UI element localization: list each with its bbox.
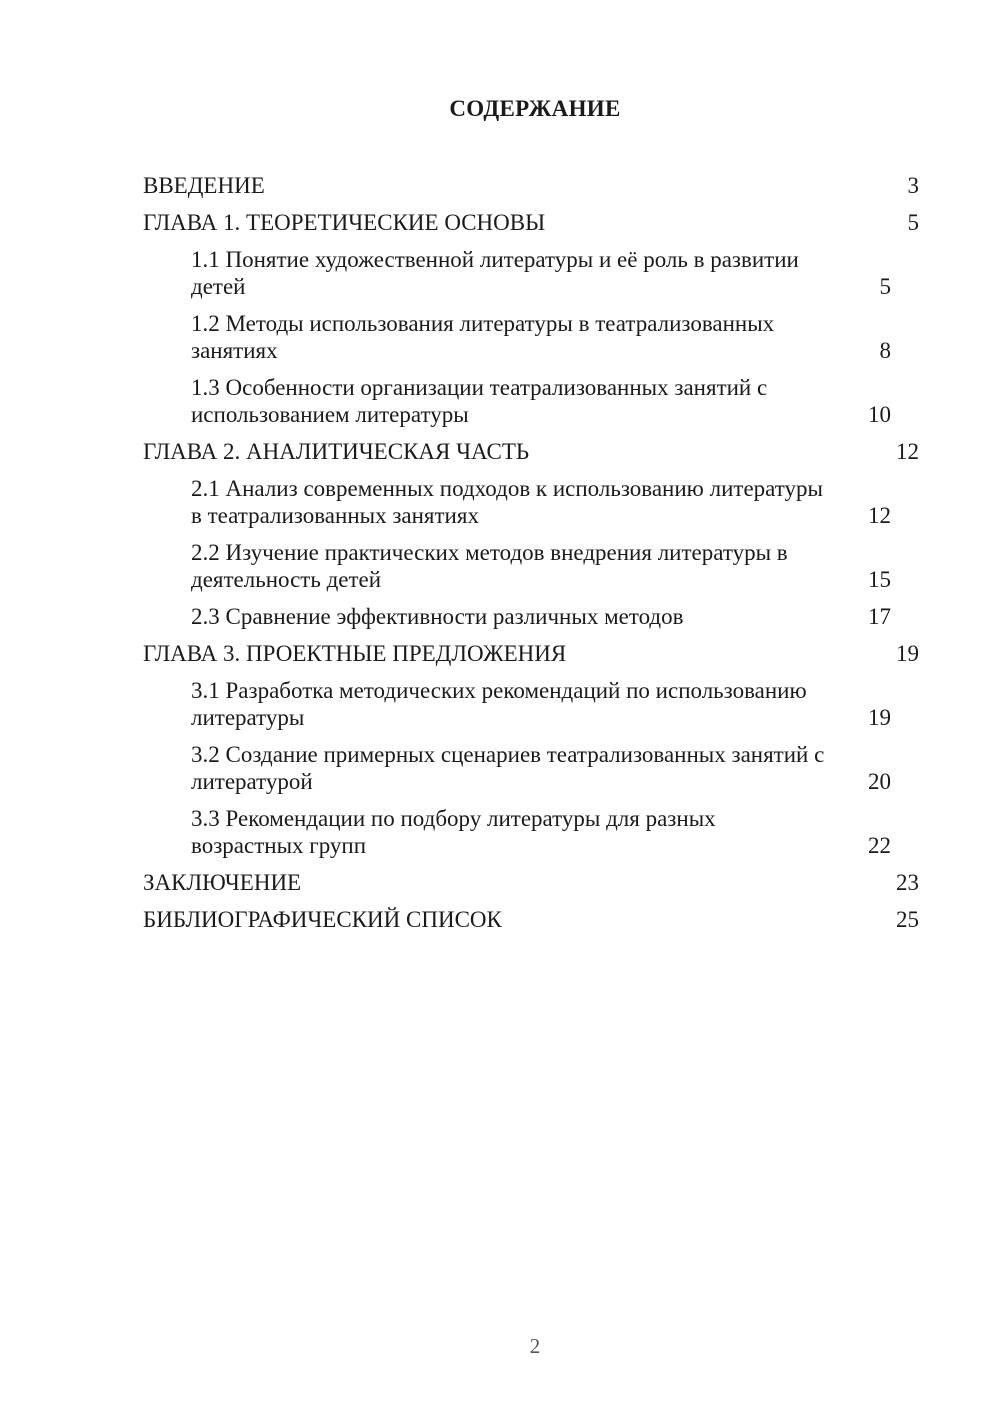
toc-entry-chapter-1[interactable] [143,205,919,242]
toc-entry-section-3-1[interactable] [143,673,919,737]
toc-entry-page: 8 [879,338,891,363]
toc-entry-text: БИБЛИОГРАФИЧЕСКИЙ СПИСОК [143,907,502,932]
toc-entry-text: 1.1 Понятие художественной литературы и её роль в развитии детей [191,247,799,299]
toc-entry-text: 3.2 Создание примерных сценариев театрализованных занятий с литературой [191,742,825,794]
toc-entry-text: 2.1 Анализ современных подходов к использованию литературы в театрализованных занятиях [191,476,823,528]
toc-entry-page: 10 [868,402,891,427]
toc-entry-bibliography[interactable] [143,902,919,939]
toc-entry-page: 12 [896,439,919,464]
toc-entry-section-2-3[interactable] [143,599,919,636]
toc-entry-section-2-2[interactable] [143,535,919,599]
toc-entry-text: 2.2 Изучение практических методов внедрения литературы в деятельность детей [191,540,788,592]
toc-entry-text: ГЛАВА 3. ПРОЕКТНЫЕ ПРЕДЛОЖЕНИЯ [143,641,567,666]
toc-entry-page: 3 [907,173,919,198]
toc-entry-page: 5 [907,210,919,235]
toc-entry-section-2-1[interactable] [143,471,919,535]
toc-entry-page: 5 [879,274,891,299]
toc-entry-text: 2.3 Сравнение эффективности различных методов [191,604,684,629]
toc-entry-page: 17 [868,604,891,629]
toc-entry-text: ЗАКЛЮЧЕНИЕ [143,870,302,895]
toc-entry-section-1-2[interactable] [143,306,919,370]
toc-entry-text: 3.3 Рекомендации по подбору литературы для разных возрастных групп [191,806,716,858]
toc-entry-chapter-3[interactable] [143,636,919,673]
toc-entry-page: 19 [896,641,919,666]
page-number: 2 [529,1334,541,1358]
toc-entry-text: 1.2 Методы использования литературы в театрализованных занятиях [191,311,775,363]
toc-entry-conclusion[interactable] [143,865,919,902]
toc-entry-page: 20 [868,769,891,794]
toc-entry-text: ГЛАВА 1. ТЕОРЕТИЧЕСКИЕ ОСНОВЫ [143,210,546,235]
toc-entry-section-3-3[interactable] [143,801,919,865]
toc-entry-text: ГЛАВА 2. АНАЛИТИЧЕСКАЯ ЧАСТЬ [143,439,530,464]
toc-entry-page: 23 [896,870,919,895]
toc-entry-chapter-2[interactable] [143,434,919,471]
toc-entry-text: ВВЕДЕНИЕ [143,173,265,198]
toc-entry-section-1-1[interactable] [143,242,919,306]
toc-entry-section-1-3[interactable] [143,370,919,434]
toc-entry-text: 1.3 Особенности организации театрализованных занятий с использованием литературы [191,375,768,427]
toc-entry-section-3-2[interactable] [143,737,919,801]
toc-entry-page: 25 [896,907,919,932]
toc-entry-introduction[interactable] [143,168,919,205]
page-title: СОДЕРЖАНИЕ [449,96,621,121]
toc-entry-page: 19 [868,705,891,730]
table-of-contents [143,168,919,939]
toc-entry-text: 3.1 Разработка методических рекомендаций по использованию литературы [191,678,807,730]
toc-entry-page: 22 [868,833,891,858]
toc-entry-page: 15 [868,567,891,592]
toc-entry-page: 12 [868,503,891,528]
